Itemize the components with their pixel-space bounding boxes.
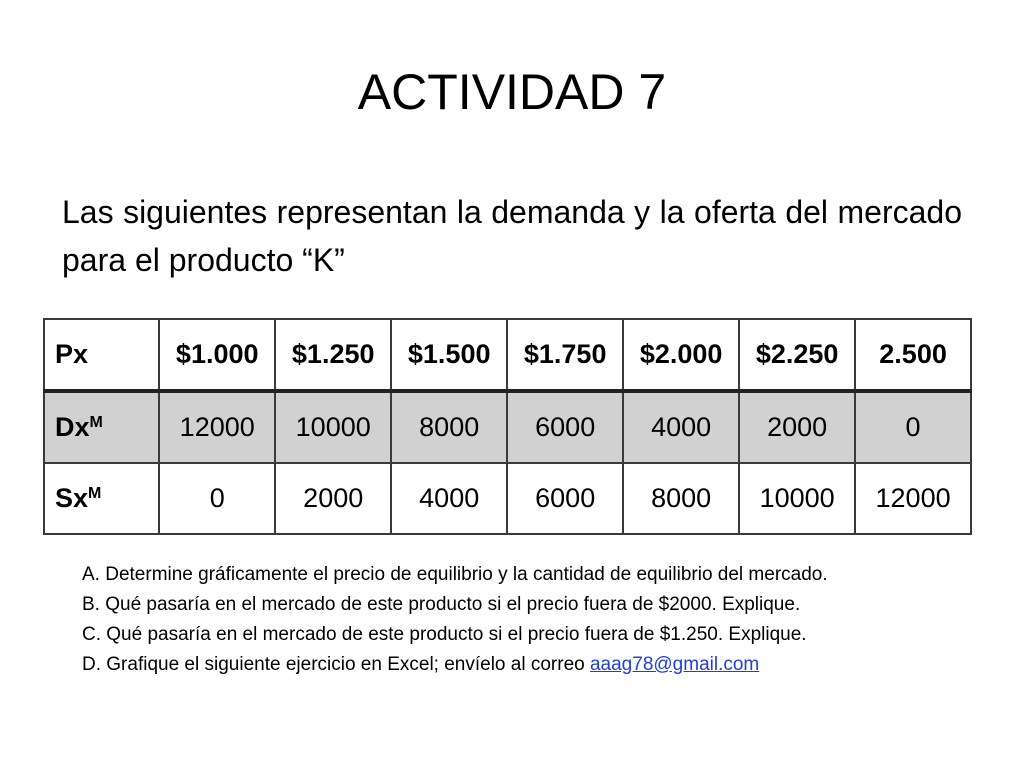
question-d-text: D. Grafique el siguiente ejercicio en Excel; envíelo al correo	[82, 654, 590, 675]
email-link[interactable]: aaag78@gmail.com	[589, 654, 760, 675]
price-cell: $1.500	[391, 319, 507, 391]
question-b: B. Qué pasaría en el mercado de este producto si el precio fuera de $2000. Explique.	[82, 594, 801, 615]
supply-row	[44, 463, 971, 534]
supply-label-superscript: M	[88, 485, 102, 502]
question-a: A. Determine gráficamente el precio de equilibrio y la cantidad de equilibrio del mercado.	[82, 564, 828, 585]
demand-cell: 2000	[739, 391, 855, 463]
price-row	[44, 319, 971, 391]
slide-title: ACTIVIDAD 7	[357, 64, 667, 120]
demand-cell: 0	[855, 391, 971, 463]
question-c: C. Qué pasaría en el mercado de este producto si el precio fuera de $1.250. Explique.	[82, 624, 807, 645]
demand-label-text: Dx	[55, 412, 90, 442]
price-cell: 2.500	[855, 319, 971, 391]
demand-cell: 6000	[507, 391, 623, 463]
price-cell: $2.000	[623, 319, 739, 391]
intro-text: Las siguientes representan la demanda y la oferta del mercado para el producto “K”	[62, 194, 962, 278]
price-cell: $2.250	[739, 319, 855, 391]
price-cell: $1.750	[507, 319, 623, 391]
questions-list	[82, 560, 982, 680]
price-row-label: Px	[44, 319, 159, 391]
supply-cell: 0	[159, 463, 275, 534]
demand-cell: 8000	[391, 391, 507, 463]
supply-cell: 4000	[391, 463, 507, 534]
supply-cell: 10000	[739, 463, 855, 534]
question-d	[82, 650, 982, 680]
market-table	[43, 318, 972, 535]
price-cell: $1.000	[159, 319, 275, 391]
supply-cell: 6000	[507, 463, 623, 534]
price-cell: $1.250	[275, 319, 391, 391]
demand-row	[44, 391, 971, 463]
demand-row-label	[44, 391, 159, 463]
supply-cell: 12000	[855, 463, 971, 534]
supply-row-label	[44, 463, 159, 534]
supply-label-text: Sx	[55, 483, 89, 513]
supply-cell: 8000	[623, 463, 739, 534]
demand-cell: 10000	[275, 391, 391, 463]
demand-label-superscript: M	[89, 414, 103, 431]
demand-cell: 12000	[159, 391, 275, 463]
demand-cell: 4000	[623, 391, 739, 463]
supply-cell: 2000	[275, 463, 391, 534]
